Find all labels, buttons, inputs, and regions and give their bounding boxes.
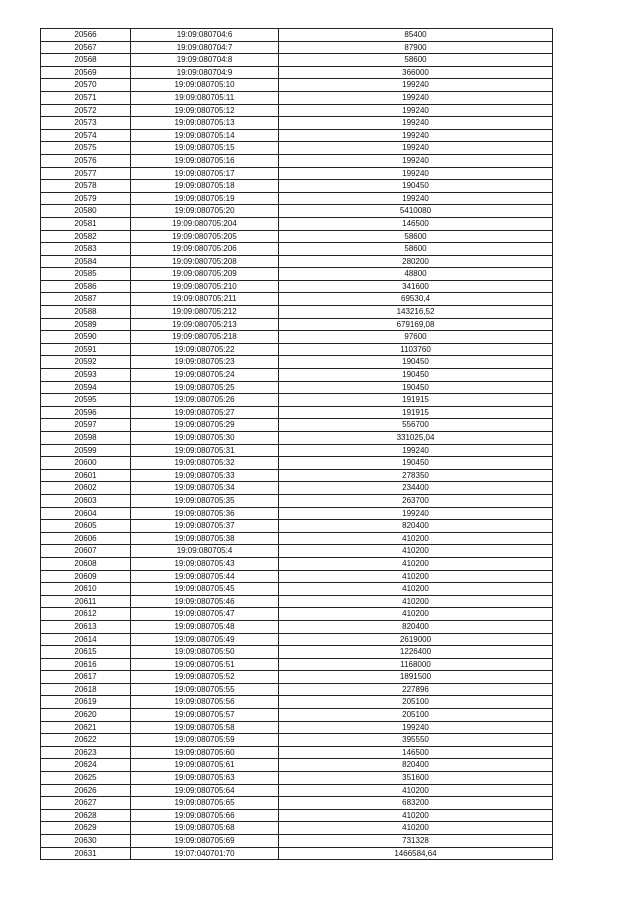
value-cell: 263700: [279, 494, 553, 507]
row-number-cell: 20574: [41, 129, 131, 142]
cadastral-number-cell: 19:09:080705:13: [131, 117, 279, 130]
value-cell: 97600: [279, 331, 553, 344]
row-number-cell: 20590: [41, 331, 131, 344]
cadastral-number-cell: 19:09:080704:9: [131, 66, 279, 79]
value-cell: 820400: [279, 759, 553, 772]
row-number-cell: 20603: [41, 494, 131, 507]
table-row: [41, 432, 553, 445]
value-cell: 410200: [279, 583, 553, 596]
row-number-cell: 20630: [41, 835, 131, 848]
table-row: [41, 192, 553, 205]
value-cell: 199240: [279, 79, 553, 92]
cadastral-number-cell: 19:09:080705:38: [131, 532, 279, 545]
row-number-cell: 20593: [41, 369, 131, 382]
cadastral-value-table: [40, 28, 553, 860]
cadastral-number-cell: 19:09:080705:206: [131, 243, 279, 256]
table-row: [41, 91, 553, 104]
table-row: [41, 167, 553, 180]
value-cell: 199240: [279, 117, 553, 130]
cadastral-number-cell: 19:09:080705:213: [131, 318, 279, 331]
table-body: [41, 29, 553, 860]
value-cell: 366000: [279, 66, 553, 79]
value-cell: 234400: [279, 482, 553, 495]
cadastral-number-cell: 19:09:080705:55: [131, 683, 279, 696]
table-row: [41, 104, 553, 117]
cadastral-number-cell: 19:09:080705:25: [131, 381, 279, 394]
table-row: [41, 507, 553, 520]
table-row: [41, 331, 553, 344]
value-cell: 191915: [279, 394, 553, 407]
row-number-cell: 20606: [41, 532, 131, 545]
value-cell: 820400: [279, 520, 553, 533]
table-row: [41, 356, 553, 369]
value-cell: 199240: [279, 167, 553, 180]
row-number-cell: 20573: [41, 117, 131, 130]
cadastral-number-cell: 19:09:080705:61: [131, 759, 279, 772]
cadastral-number-cell: 19:09:080705:15: [131, 142, 279, 155]
value-cell: 199240: [279, 507, 553, 520]
cadastral-number-cell: 19:09:080705:32: [131, 457, 279, 470]
table-row: [41, 419, 553, 432]
row-number-cell: 20618: [41, 683, 131, 696]
value-cell: 58600: [279, 230, 553, 243]
value-cell: 199240: [279, 129, 553, 142]
row-number-cell: 20620: [41, 709, 131, 722]
value-cell: 199240: [279, 444, 553, 457]
table-row: [41, 658, 553, 671]
cadastral-number-cell: 19:09:080705:23: [131, 356, 279, 369]
cadastral-number-cell: 19:09:080705:45: [131, 583, 279, 596]
table-row: [41, 809, 553, 822]
cadastral-number-cell: 19:09:080705:60: [131, 746, 279, 759]
cadastral-number-cell: 19:09:080705:46: [131, 595, 279, 608]
table-row: [41, 532, 553, 545]
cadastral-number-cell: 19:09:080705:66: [131, 809, 279, 822]
table-row: [41, 268, 553, 281]
value-cell: 191915: [279, 406, 553, 419]
cadastral-number-cell: 19:09:080705:204: [131, 217, 279, 230]
value-cell: 190450: [279, 381, 553, 394]
cadastral-number-cell: 19:09:080705:14: [131, 129, 279, 142]
row-number-cell: 20628: [41, 809, 131, 822]
value-cell: 410200: [279, 570, 553, 583]
row-number-cell: 20612: [41, 608, 131, 621]
value-cell: 58600: [279, 54, 553, 67]
value-cell: 410200: [279, 809, 553, 822]
row-number-cell: 20597: [41, 419, 131, 432]
row-number-cell: 20608: [41, 557, 131, 570]
value-cell: 2619000: [279, 633, 553, 646]
row-number-cell: 20578: [41, 180, 131, 193]
table-row: [41, 41, 553, 54]
row-number-cell: 20591: [41, 343, 131, 356]
cadastral-number-cell: 19:09:080705:44: [131, 570, 279, 583]
cadastral-number-cell: 19:07:040701:70: [131, 847, 279, 860]
value-cell: 1466584,64: [279, 847, 553, 860]
value-cell: 199240: [279, 192, 553, 205]
value-cell: 683200: [279, 797, 553, 810]
cadastral-number-cell: 19:09:080705:19: [131, 192, 279, 205]
row-number-cell: 20605: [41, 520, 131, 533]
row-number-cell: 20586: [41, 280, 131, 293]
value-cell: 87900: [279, 41, 553, 54]
cadastral-number-cell: 19:09:080705:212: [131, 306, 279, 319]
table-row: [41, 759, 553, 772]
cadastral-number-cell: 19:09:080705:33: [131, 469, 279, 482]
row-number-cell: 20596: [41, 406, 131, 419]
cadastral-number-cell: 19:09:080705:59: [131, 734, 279, 747]
cadastral-number-cell: 19:09:080705:48: [131, 620, 279, 633]
table-row: [41, 469, 553, 482]
value-cell: 1103760: [279, 343, 553, 356]
value-cell: 556700: [279, 419, 553, 432]
cadastral-number-cell: 19:09:080705:27: [131, 406, 279, 419]
value-cell: 410200: [279, 545, 553, 558]
cadastral-number-cell: 19:09:080705:24: [131, 369, 279, 382]
row-number-cell: 20617: [41, 671, 131, 684]
table-row: [41, 646, 553, 659]
value-cell: 69530,4: [279, 293, 553, 306]
cadastral-number-cell: 19:09:080705:10: [131, 79, 279, 92]
table-row: [41, 847, 553, 860]
cadastral-number-cell: 19:09:080705:20: [131, 205, 279, 218]
row-number-cell: 20577: [41, 167, 131, 180]
cadastral-number-cell: 19:09:080705:56: [131, 696, 279, 709]
row-number-cell: 20594: [41, 381, 131, 394]
cadastral-number-cell: 19:09:080705:35: [131, 494, 279, 507]
cadastral-number-cell: 19:09:080705:22: [131, 343, 279, 356]
cadastral-number-cell: 19:09:080704:8: [131, 54, 279, 67]
row-number-cell: 20589: [41, 318, 131, 331]
table-row: [41, 583, 553, 596]
value-cell: 199240: [279, 142, 553, 155]
cadastral-number-cell: 19:09:080705:52: [131, 671, 279, 684]
row-number-cell: 20599: [41, 444, 131, 457]
table-row: [41, 620, 553, 633]
row-number-cell: 20622: [41, 734, 131, 747]
table-row: [41, 822, 553, 835]
table-row: [41, 784, 553, 797]
table-row: [41, 154, 553, 167]
cadastral-number-cell: 19:09:080705:49: [131, 633, 279, 646]
table-row: [41, 570, 553, 583]
row-number-cell: 20588: [41, 306, 131, 319]
table-row: [41, 230, 553, 243]
table-row: [41, 66, 553, 79]
row-number-cell: 20623: [41, 746, 131, 759]
cadastral-number-cell: 19:09:080705:69: [131, 835, 279, 848]
row-number-cell: 20571: [41, 91, 131, 104]
table-row: [41, 520, 553, 533]
table-row: [41, 142, 553, 155]
cadastral-number-cell: 19:09:080705:18: [131, 180, 279, 193]
row-number-cell: 20576: [41, 154, 131, 167]
row-number-cell: 20607: [41, 545, 131, 558]
table-row: [41, 746, 553, 759]
row-number-cell: 20631: [41, 847, 131, 860]
table-row: [41, 180, 553, 193]
table-row: [41, 243, 553, 256]
table-row: [41, 696, 553, 709]
value-cell: 410200: [279, 557, 553, 570]
value-cell: 410200: [279, 822, 553, 835]
table-row: [41, 293, 553, 306]
row-number-cell: 20600: [41, 457, 131, 470]
table-row: [41, 205, 553, 218]
cadastral-number-cell: 19:09:080704:7: [131, 41, 279, 54]
cadastral-number-cell: 19:09:080705:218: [131, 331, 279, 344]
table-row: [41, 394, 553, 407]
cadastral-number-cell: 19:09:080705:65: [131, 797, 279, 810]
table-row: [41, 318, 553, 331]
table-row: [41, 381, 553, 394]
table-row: [41, 29, 553, 42]
row-number-cell: 20626: [41, 784, 131, 797]
cadastral-number-cell: 19:09:080705:63: [131, 772, 279, 785]
table-row: [41, 79, 553, 92]
table-row: [41, 494, 553, 507]
cadastral-number-cell: 19:09:080705:36: [131, 507, 279, 520]
row-number-cell: 20611: [41, 595, 131, 608]
table-row: [41, 557, 553, 570]
table-row: [41, 482, 553, 495]
cadastral-number-cell: 19:09:080704:6: [131, 29, 279, 42]
value-cell: 85400: [279, 29, 553, 42]
cadastral-number-cell: 19:09:080705:68: [131, 822, 279, 835]
cadastral-number-cell: 19:09:080705:57: [131, 709, 279, 722]
row-number-cell: 20568: [41, 54, 131, 67]
table-row: [41, 595, 553, 608]
table-row: [41, 772, 553, 785]
table-row: [41, 406, 553, 419]
value-cell: 820400: [279, 620, 553, 633]
value-cell: 199240: [279, 154, 553, 167]
value-cell: 1226400: [279, 646, 553, 659]
cadastral-number-cell: 19:09:080705:31: [131, 444, 279, 457]
row-number-cell: 20566: [41, 29, 131, 42]
row-number-cell: 20613: [41, 620, 131, 633]
table-row: [41, 306, 553, 319]
value-cell: 331025,04: [279, 432, 553, 445]
value-cell: 190450: [279, 457, 553, 470]
value-cell: 205100: [279, 696, 553, 709]
row-number-cell: 20572: [41, 104, 131, 117]
value-cell: 190450: [279, 369, 553, 382]
table-row: [41, 343, 553, 356]
table-row: [41, 835, 553, 848]
table-row: [41, 457, 553, 470]
table-row: [41, 129, 553, 142]
value-cell: 410200: [279, 595, 553, 608]
row-number-cell: 20592: [41, 356, 131, 369]
table-row: [41, 683, 553, 696]
row-number-cell: 20614: [41, 633, 131, 646]
value-cell: 205100: [279, 709, 553, 722]
row-number-cell: 20580: [41, 205, 131, 218]
row-number-cell: 20610: [41, 583, 131, 596]
row-number-cell: 20624: [41, 759, 131, 772]
cadastral-number-cell: 19:09:080705:12: [131, 104, 279, 117]
cadastral-number-cell: 19:09:080705:17: [131, 167, 279, 180]
value-cell: 1891500: [279, 671, 553, 684]
value-cell: 395550: [279, 734, 553, 747]
value-cell: 190450: [279, 356, 553, 369]
value-cell: 278350: [279, 469, 553, 482]
row-number-cell: 20621: [41, 721, 131, 734]
row-number-cell: 20585: [41, 268, 131, 281]
cadastral-number-cell: 19:09:080705:29: [131, 419, 279, 432]
value-cell: 410200: [279, 532, 553, 545]
row-number-cell: 20601: [41, 469, 131, 482]
row-number-cell: 20579: [41, 192, 131, 205]
row-number-cell: 20616: [41, 658, 131, 671]
row-number-cell: 20584: [41, 255, 131, 268]
table-row: [41, 54, 553, 67]
table-row: [41, 709, 553, 722]
cadastral-number-cell: 19:09:080705:16: [131, 154, 279, 167]
row-number-cell: 20625: [41, 772, 131, 785]
value-cell: 351600: [279, 772, 553, 785]
row-number-cell: 20581: [41, 217, 131, 230]
row-number-cell: 20619: [41, 696, 131, 709]
row-number-cell: 20609: [41, 570, 131, 583]
cadastral-number-cell: 19:09:080705:30: [131, 432, 279, 445]
cadastral-number-cell: 19:09:080705:11: [131, 91, 279, 104]
row-number-cell: 20587: [41, 293, 131, 306]
value-cell: 679169,08: [279, 318, 553, 331]
table-row: [41, 255, 553, 268]
row-number-cell: 20615: [41, 646, 131, 659]
cadastral-number-cell: 19:09:080705:4: [131, 545, 279, 558]
cadastral-number-cell: 19:09:080705:211: [131, 293, 279, 306]
row-number-cell: 20583: [41, 243, 131, 256]
value-cell: 341600: [279, 280, 553, 293]
table-row: [41, 721, 553, 734]
row-number-cell: 20629: [41, 822, 131, 835]
row-number-cell: 20627: [41, 797, 131, 810]
row-number-cell: 20602: [41, 482, 131, 495]
value-cell: 731328: [279, 835, 553, 848]
table-row: [41, 671, 553, 684]
value-cell: 410200: [279, 608, 553, 621]
value-cell: 58600: [279, 243, 553, 256]
value-cell: 143216,52: [279, 306, 553, 319]
table-row: [41, 797, 553, 810]
value-cell: 48800: [279, 268, 553, 281]
value-cell: 5410080: [279, 205, 553, 218]
row-number-cell: 20570: [41, 79, 131, 92]
value-cell: 146500: [279, 746, 553, 759]
cadastral-number-cell: 19:09:080705:210: [131, 280, 279, 293]
table-row: [41, 217, 553, 230]
cadastral-number-cell: 19:09:080705:34: [131, 482, 279, 495]
cadastral-number-cell: 19:09:080705:64: [131, 784, 279, 797]
table-row: [41, 545, 553, 558]
cadastral-number-cell: 19:09:080705:208: [131, 255, 279, 268]
value-cell: 190450: [279, 180, 553, 193]
row-number-cell: 20598: [41, 432, 131, 445]
row-number-cell: 20567: [41, 41, 131, 54]
value-cell: 227896: [279, 683, 553, 696]
value-cell: 410200: [279, 784, 553, 797]
value-cell: 199240: [279, 91, 553, 104]
value-cell: 280200: [279, 255, 553, 268]
cadastral-number-cell: 19:09:080705:50: [131, 646, 279, 659]
cadastral-number-cell: 19:09:080705:37: [131, 520, 279, 533]
table-row: [41, 734, 553, 747]
cadastral-number-cell: 19:09:080705:26: [131, 394, 279, 407]
cadastral-number-cell: 19:09:080705:58: [131, 721, 279, 734]
table-row: [41, 633, 553, 646]
table-row: [41, 369, 553, 382]
table-row: [41, 280, 553, 293]
row-number-cell: 20569: [41, 66, 131, 79]
cadastral-number-cell: 19:09:080705:205: [131, 230, 279, 243]
value-cell: 199240: [279, 104, 553, 117]
value-cell: 199240: [279, 721, 553, 734]
table-row: [41, 608, 553, 621]
row-number-cell: 20604: [41, 507, 131, 520]
row-number-cell: 20575: [41, 142, 131, 155]
cadastral-number-cell: 19:09:080705:209: [131, 268, 279, 281]
row-number-cell: 20595: [41, 394, 131, 407]
value-cell: 146500: [279, 217, 553, 230]
cadastral-number-cell: 19:09:080705:51: [131, 658, 279, 671]
cadastral-number-cell: 19:09:080705:43: [131, 557, 279, 570]
table-row: [41, 117, 553, 130]
cadastral-number-cell: 19:09:080705:47: [131, 608, 279, 621]
value-cell: 1168000: [279, 658, 553, 671]
row-number-cell: 20582: [41, 230, 131, 243]
table-row: [41, 444, 553, 457]
